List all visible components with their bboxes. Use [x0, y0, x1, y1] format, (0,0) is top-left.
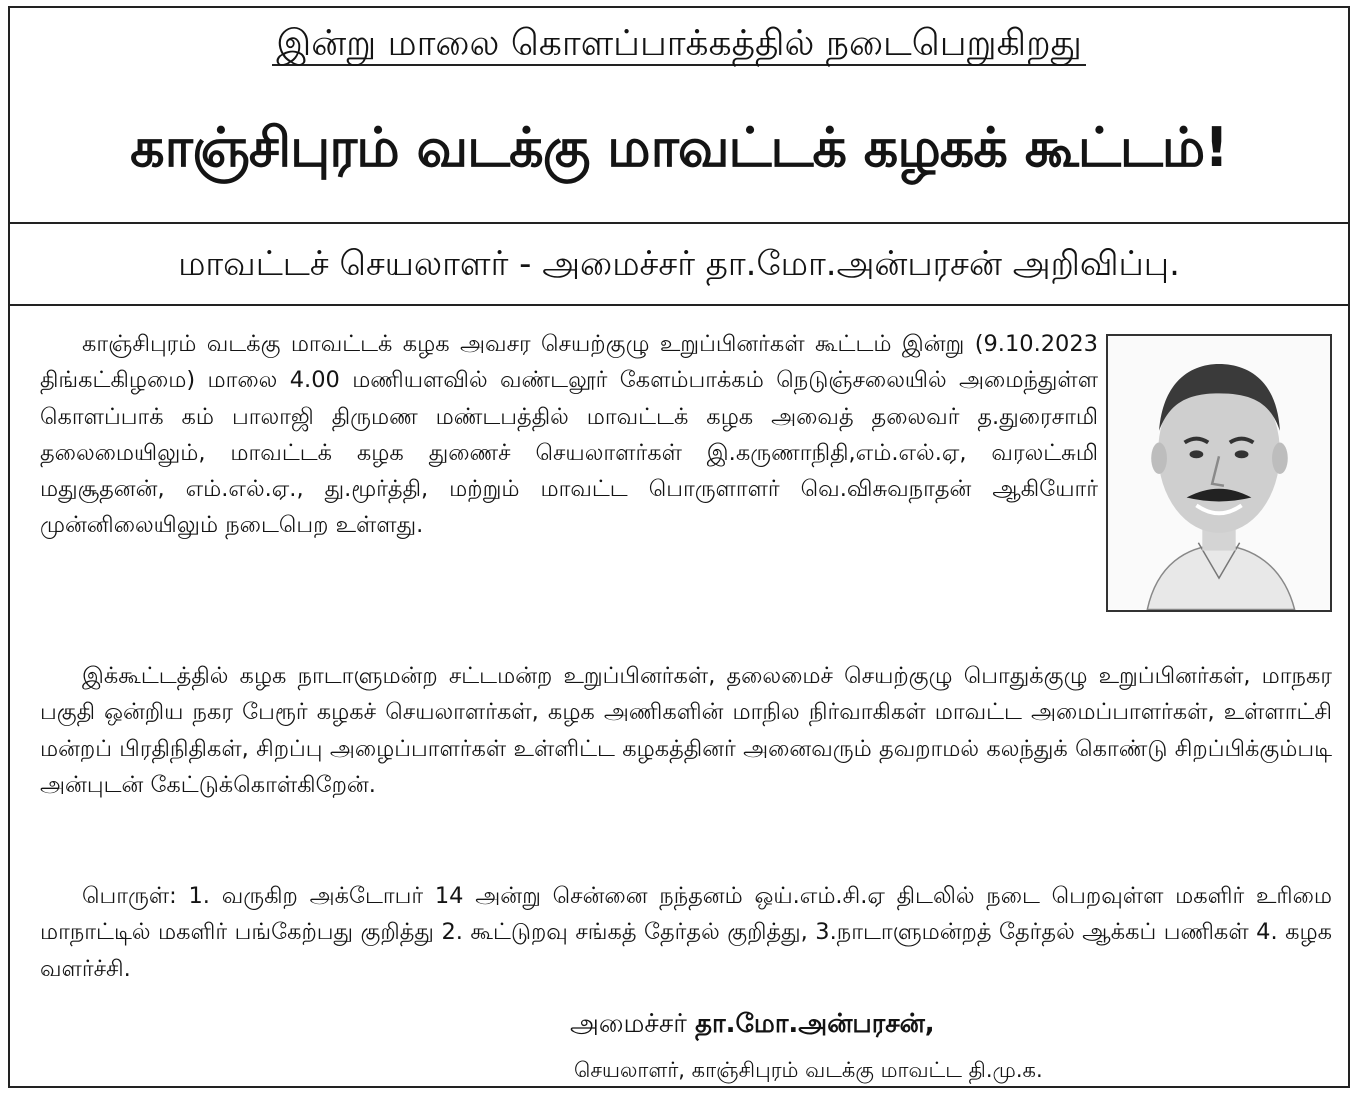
signature-line [570, 1004, 935, 1044]
portrait-illustration [1108, 336, 1330, 610]
signature-name: தா.மோ.அன்பரசன், [695, 1009, 935, 1039]
signature-prefix: அமைச்சர் [570, 1009, 696, 1039]
headline: காஞ்சிபுரம் வடக்கு மாவட்டக் கழகக் கூட்டம்! [130, 116, 1228, 179]
divider-bottom [10, 304, 1348, 306]
portrait-photo [1106, 334, 1332, 612]
signature-title: செயலாளர், காஞ்சிபுரம் வடக்கு மாவட்ட தி.மு.க. [574, 1058, 1043, 1082]
agenda-paragraph: பொருள்: 1. வருகிற அக்டோபர் 14 அன்று சென்னை நந்தனம் ஒய்.எம்.சி.ஏ திடலில் நடை பெறவுள்ள மகளிர் உரிமை மாநாட்டில் மகளிர் பங்கேற்பது குறித்து 2. கூட்டுறவு சங்கத் தேர்தல் குறித்து, 3.நாடாளுமன்றத் தேர்தல் ஆக்கப் பணிகள் 4. கழக வளர்ச்சி. [40, 883, 1332, 982]
body-paragraph-1: காஞ்சிபுரம் வடக்கு மாவட்டக் கழக அவசர செயற்குழு உறுப்பினர்கள் கூட்டம் இன்று (9.10.2023 திங்கட்கிழமை) மாலை 4.00 மணியளவில் வண்டலூர் கேளம்பாக்கம் நெடுஞ்சலையில் அமைந்துள்ள கொளப்பாக் கம் பாலாஜி திருமண மண்டபத்தில் மாவட்டக் கழக அவைத் தலைவர் த.துரைசாமி தலைமையிலும், மாவட்டக் கழக துணைச் செயலாளர்கள் இ.கருணாநிதி,எம்.எல்.ஏ, வரலட்சுமி மதுசூதனன், எம்.எல்.ஏ., து.மூர்த்தி, மற்றும் மாவட்ட பொருளாளர் வெ.விசுவநாதன் ஆகியோர் முன்னிலையிலும் நடைபெற உள்ளது. [40, 331, 1098, 539]
kicker-line [10, 18, 1348, 70]
subheadline: மாவட்டச் செயலாளர் - அமைச்சர் தா.மோ.அன்பரசன் அறிவிப்பு. [178, 244, 1180, 284]
body-paragraph-2: இக்கூட்டத்தில் கழக நாடாளுமன்ற சட்டமன்ற உறுப்பினர்கள், தலைமைச் செயற்குழு பொதுக்குழு உறுப்பினர்கள், மாநகர பகுதி ஒன்றிய நகர பேரூர் கழகச் செயலாளர்கள், கழக அணிகளின் மாநில நிர்வாகிகள் மாவட்ட அமைப்பாளர்கள், உள்ளாட்சி மன்றப் பிரதிநிதிகள், சிறப்பு அழைப்பாளர்கள் உள்ளிட்ட கழகத்தினர் அனைவரும் தவறாமல் கலந்துக் கொண்டு சிறப்பிக்கும்படி அன்புடன் கேட்டுக்கொள்கிறேன். [40, 663, 1332, 798]
kicker-text: இன்று மாலை கொளப்பாக்கத்தில் நடைபெறுகிறது [272, 23, 1086, 66]
notice-frame [8, 6, 1350, 1088]
divider-top [10, 222, 1348, 224]
